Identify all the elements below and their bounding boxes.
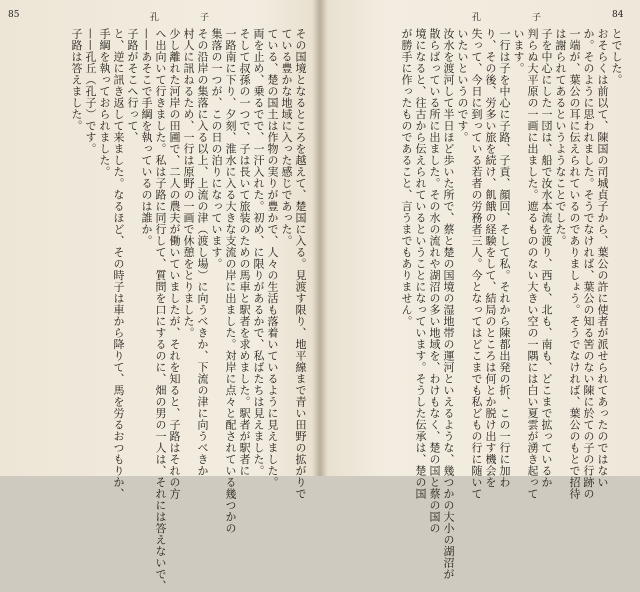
left-page [0, 0, 318, 592]
page-number-right: 84 [612, 10, 624, 20]
text-column: 散らばっている所に出ました。その水の流れや湖沼の多い地域を、わけもなく、楚の国と蔡の国の [428, 28, 441, 534]
text-column: 子を中心にした一団は、船で汝水本流を渡り、西も、北も、南も、どこまで拡っているか [540, 28, 553, 488]
right-page [322, 0, 640, 580]
left-text-block [14, 28, 307, 592]
text-column: 判らぬ大平原の一画に出ました。遮るもののない大きい空の一隅には白い夏雲が湧き起って [526, 28, 539, 500]
text-column: とでした。 [610, 28, 623, 86]
right-text-block [336, 28, 623, 580]
text-column: いたいというのです。 [456, 28, 469, 143]
text-column: 少し離れた河岸の田圃で、二人の農夫が働いていましたが、それを知ると、子路はそれの方 [168, 28, 181, 500]
text-column: と、逆に訊き返して来ました。なるほど、その時子は車から降りて、馬を労るおつもりか、 [112, 28, 125, 500]
text-column: 村人に訊ねるため、一行は原野の一画で休憩をとりました。 [182, 28, 195, 339]
text-column: 失って、今日に到っている若者の労務者三人。今となってはどこまでも私どもの行に随いて [470, 28, 483, 500]
text-column: ている豊かな地域に入った感じであった。 [280, 28, 293, 247]
text-column: そして叔孫の一つで、子は長いて旅装のための馬車と駅者を求めました。駅者が駅者に [238, 28, 251, 477]
text-column: は謝られてあるというようなことでした。 [554, 28, 567, 247]
text-column: り、その後、労多い旅を続け、飢餓の経験をして、結局のところは何とか脱け出す機会を [484, 28, 497, 488]
text-column: ——あそこで手綱を執っているのは誰か。 [140, 28, 153, 247]
text-column: その沿岸の集落に入る以上、上流の津（渡し場）に向うべきか、下流の津に向うべきか [196, 28, 209, 477]
text-column: が勝手に作ったものであること、言うまでもありません。 [400, 28, 413, 327]
text-column: 汝水を渡河して半日ほど歩いた所で、蔡と楚の国境の湿地帯の運河といえるような、幾つかの大小の湖沼が [442, 28, 455, 580]
text-column: 一端が、葉公の耳に伝えられているのでありましょう。そうでなければ、葉公のもとで招待 [568, 28, 581, 500]
text-column: 境になると、往古から伝えられているということになっています。そうした伝承は、楚の国 [414, 28, 427, 500]
running-head-right-2: 子 [532, 13, 544, 23]
text-column: います。 [512, 28, 525, 74]
text-column: 子路がそこへ行って、 [126, 28, 139, 143]
text-column: へ出向いて行きました。私は子路に同行して、質問を口にするのに、畑の男の一人は、それには答えないで、 [154, 28, 167, 592]
text-column: 集落の一つが、この日の泊りになっています。 [210, 28, 223, 270]
running-head-right-1: 孔 [472, 13, 484, 23]
text-column: 一行は子を中心に子路、子貢、顔回、そして私。それから陳都出発の折、この一行に加わ [498, 28, 511, 488]
text-column: 一路南に下り、夕刻、淮水に入る大きな支流の岸に出ました。対岸に点々と配されている幾つかの [224, 28, 237, 534]
running-head-left-2: 子 [200, 13, 212, 23]
text-column: ——孔丘（孔子）です。 [84, 28, 97, 155]
text-column: か。そのように思われました。そうでなければ、葉公の知る筈のない陳に於ての子の行跡の [582, 28, 595, 500]
text-column: 子路は答えました。 [70, 28, 83, 132]
text-column: 両を止め、乗るでで、一汗入れた。初め、に限りがあるかで、私ばたちは見えました。 [252, 28, 265, 477]
text-column: ている、楚の国土は作物の実りが豊かで、人々の生活も落着いているように見えました。 [266, 28, 279, 488]
text-column: その国境となるところを越えて、楚国に入る。見渡す限り、地平線まで青い田野の拡がりで [294, 28, 307, 500]
text-column: おそらくは前以て、陳国の司城貞子から、葉公の許に使者が派せられてあったのではない [596, 28, 609, 488]
page-number-left: 85 [8, 10, 20, 20]
text-column: 手綱を執っておられました。 [98, 28, 111, 178]
running-head-left-1: 孔 [150, 13, 162, 23]
